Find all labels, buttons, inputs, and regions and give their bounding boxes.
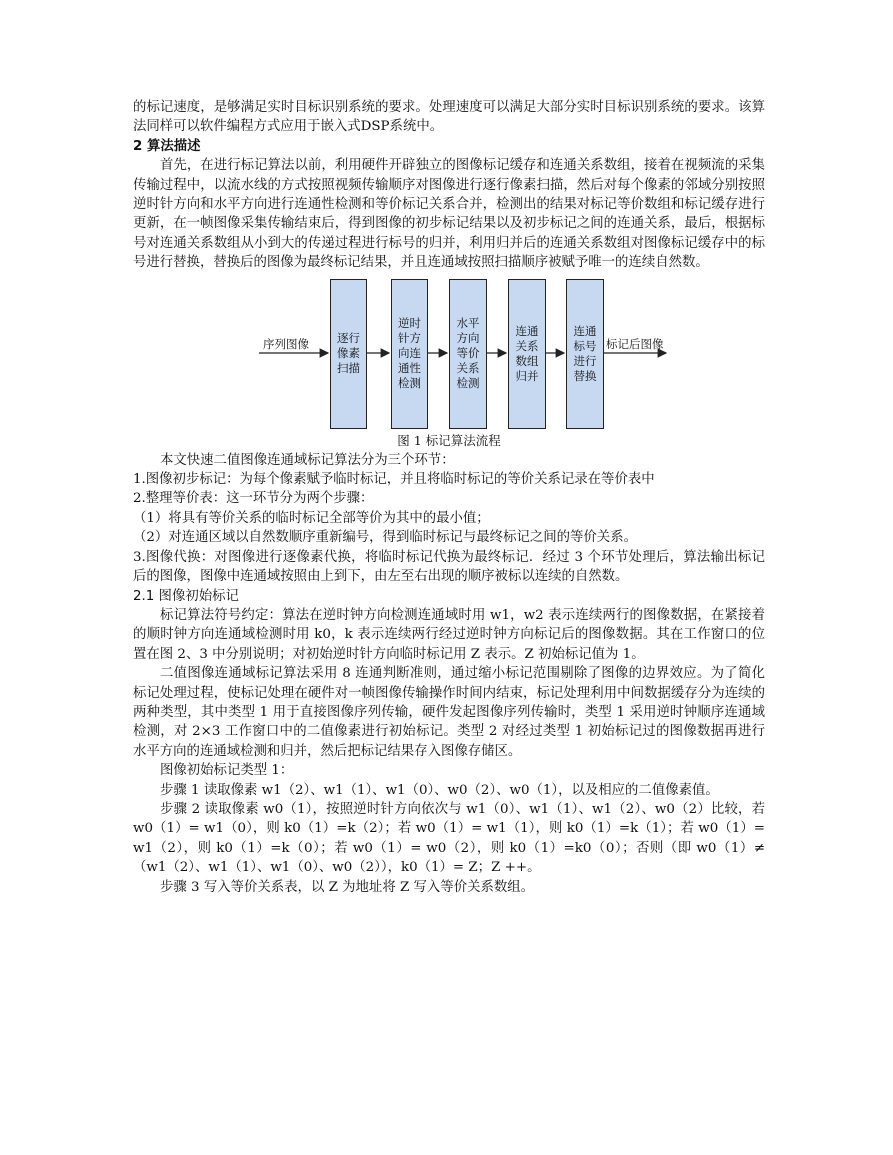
figure-1-caption: 图 1 标记算法流程 bbox=[397, 432, 501, 448]
intro-paragraph: 的标记速度，是够满足实时目标识别系统的要求。处理速度可以满足大部分实时目标识别系统的要求。该算法同样可以软件编程方式应用于嵌入式DSP系统中。 bbox=[133, 100, 765, 135]
step-item-2: 2.整理等价表：这一环节分为两个步骤： bbox=[133, 491, 374, 507]
figure-1-flowchart bbox=[133, 273, 765, 449]
flow-box-ccw-detect: 逆时针方向连通性检测 bbox=[391, 279, 428, 429]
section-2-paragraph: 首先，在进行标记算法以前，利用硬件开辟独立的图像标记缓存和连通关系数组，接着在视频流的采集传输过程中，以流水线的方式按照视频传输顺序对图像进行逐行像素扫描，然后对每个像素的邻域分别按照逆时针方向和水平方向进行连通性检测和等价标记关系合并，检测出的结果对标记等价数组和标记缓存进行更新，在一帧图像采集传输结束后，得到图像的初步标记结果以及初步标记之间的连通关系，最后，根据标号对连通关系数组从小到大的传递过程进行标号的归并，利用归并后的连通关系数组对图像标记缓存中的标号进行替换，替换后的图像为最终标记结果，并且连通域按照扫描顺序被赋予唯一的连续自然数。 bbox=[133, 158, 765, 271]
input-label: 序列图像 bbox=[263, 336, 309, 351]
step-item-2a: （1）将具有等价关系的临时标记全部等价为其中的最小值； bbox=[133, 510, 490, 526]
type-1-step-1: 步骤 1 读取像素 w1（2）、w1（1）、w1（0）、w0（2）、w0（1），以及相应的二值像素值。 bbox=[160, 782, 719, 798]
section-2-1-paragraph-2: 二值图像连通域标记算法采用 8 连通判断准则，通过缩小标记范围剔除了图像的边界效应。为了简化标记处理过程，使标记处理在硬件对一帧图像传输操作时间内结束，标记处理利用中间数据缓存分为连续的两种类型，其中类型 1 用于直接图像序列传输，硬件发起图像序列传输时，类型 1 采用逆时钟顺序连通域检测，对 2×3 工作窗口中的二值像素进行初始标记。类型 2 对经过类型 1 初始标记过的图像数据再进行水平方向的连通域检测和归并，然后把标记结果存入图像存储区。 bbox=[133, 666, 765, 759]
output-label: 标记后图像 bbox=[606, 336, 664, 351]
flow-box-horizontal-detect: 水平方向等价关系检测 bbox=[449, 279, 487, 429]
type-1-step-2: 步骤 2 读取像素 w0（1），按照逆时针方向依次与 w1（0）、w1（1）、w1（2）、w0（2）比较，若 w0（1）= w1（0），则 k0（1）=k（2）；若 w0（1）= w1（1），则 k0（1）=k（1）；若 w0（1）= w1（2），则 k0（1）=k（0）；若 w0（1）= w0（2），则 k0（1）=k0（0）；否则（即 w0（1）≠（w1（2）、w1（1）、w1（0）、w0（2）），k0（1）= Z；Z ++。 bbox=[133, 801, 765, 876]
flow-box-scan: 逐行像素扫描 bbox=[330, 279, 367, 429]
flow-box-replace: 连通标号进行替换 bbox=[566, 279, 604, 429]
step-item-2b: （2）对连通区域以自然数顺序重新编号，得到临时标记与最终标记之间的等价关系。 bbox=[133, 530, 637, 546]
type-1-heading: 图像初始标记类型 1： bbox=[160, 763, 294, 779]
flow-box-merge: 连通关系数组归并 bbox=[508, 279, 546, 429]
section-2-1-heading: 2.1 图像初始标记 bbox=[133, 588, 239, 604]
section-2-heading: 2 算法描述 bbox=[133, 138, 201, 154]
step-item-3: 3.图像代换：对图像进行逐像素代换，将临时标记代换为最终标记．经过 3 个环节处理后，算法输出标记后的图像，图像中连通域按照由上到下，由左至右出现的顺序被标以连续的自然数。 bbox=[133, 549, 765, 585]
step-item-1: 1.图像初步标记：为每个像素赋予临时标记，并且将临时标记的等价关系记录在等价表中 bbox=[133, 472, 655, 488]
steps-intro: 本文快速二值图像连通域标记算法分为三个环节： bbox=[160, 452, 455, 468]
document-page bbox=[133, 98, 765, 897]
section-2-1-paragraph-1: 标记算法符号约定：算法在逆时钟方向检测连通域时用 w1，w2 表示连续两行的图像数据，在紧接着的顺时钟方向连通域检测时用 k0，k 表示连续两行经过逆时钟方向标记后的图像数据。其在工作窗口的位置在图 2、3 中分别说明；对初始逆时针方向临时标记用 Z 表示。Z 初始标记值为 1。 bbox=[133, 607, 765, 662]
type-1-step-3: 步骤 3 写入等价关系表，以 Z 为地址将 Z 写入等价关系数组。 bbox=[160, 879, 535, 895]
